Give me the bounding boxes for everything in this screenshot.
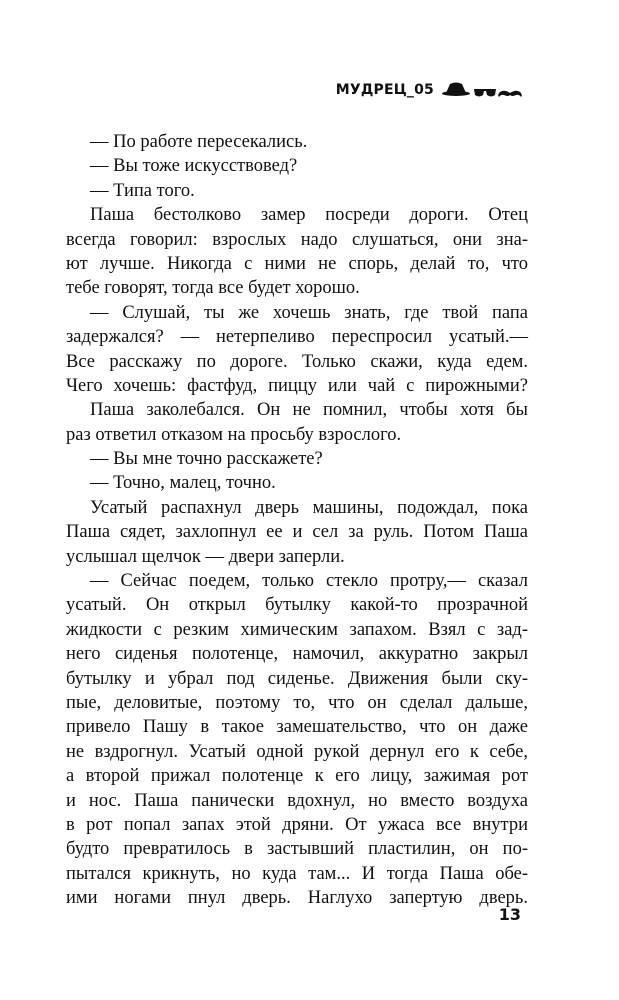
text-line: Паша сядет, захлопнул ее и сел за руль. Потом Паша xyxy=(66,522,528,543)
text-line: Усатый распахнул дверь машины, подождал, пока xyxy=(90,497,528,518)
text-line: привело Пашу в такое замешательство, что он даже xyxy=(66,717,528,738)
text-line: Все расскажу по дороге. Только скажи, куда едем. xyxy=(66,351,528,372)
body-text xyxy=(66,130,528,911)
text-line: тебе говорят, тогда все будет хорошо. xyxy=(66,278,360,299)
text-line: будто превратилось в застывший пластилин, он по- xyxy=(66,839,528,860)
text-line: пые, деловитые, поэтому то, что он сделал дальше, xyxy=(66,692,528,713)
hat-glasses-mustache-icon xyxy=(440,80,524,100)
text-line: задержался? — нетерпеливо переспросил усатый.— xyxy=(66,327,528,348)
text-line: — По работе пересекались. xyxy=(90,132,308,152)
text-line: всегда говорил: взрослых надо слушаться, они зна- xyxy=(66,229,528,250)
text-line: пытался крикнуть, но куда там... И тогда Паша обе- xyxy=(66,863,528,884)
text-line: усатый. Он открыл бутылку какой-то прозрачной xyxy=(66,595,528,616)
text-line: — Слушай, ты же хочешь знать, где твой папа xyxy=(90,302,528,323)
text-line: раз ответил отказом на просьбу взрослого. xyxy=(66,424,402,445)
text-line: ими ногами пнул дверь. Наглухо запертую дверь. xyxy=(66,888,528,909)
text-line: в рот попал запах этой дряни. От ужаса все внутри xyxy=(66,814,528,835)
page-number: 13 xyxy=(498,905,521,924)
text-line: него сиденья полотенце, намочил, аккуратно закрыл xyxy=(66,644,528,665)
text-line: услышал щелчок — двери заперли. xyxy=(66,546,345,567)
text-line: а второй прижал полотенце к его лицу, зажимая рот xyxy=(66,766,528,787)
text-line: жидкости с резким химическим запахом. Взял с зад- xyxy=(66,619,528,640)
text-line: бутылку и убрал под сиденье. Движения были ску- xyxy=(66,668,528,689)
text-line: — Вы мне точно расскажете? xyxy=(90,449,323,470)
text-line: — Точно, малец, точно. xyxy=(90,473,276,494)
running-header xyxy=(336,80,524,100)
text-line: ют лучше. Никогда с ними не спорь, делай то, что xyxy=(66,253,528,274)
text-line: — Типа того. xyxy=(90,180,195,201)
text-line: — Вы тоже искусствовед? xyxy=(90,156,298,177)
text-line: Чего хочешь: фастфуд, пиццу или чай с пирожными? xyxy=(66,375,528,396)
text-line: Паша бестолково замер посреди дороги. Отец xyxy=(90,205,528,226)
text-line: и нос. Паша панически вдохнул, но вместо воздуха xyxy=(66,790,528,811)
text-line: Паша заколебался. Он не помнил, чтобы хотя бы xyxy=(90,400,528,421)
running-title: МУДРЕЦ_05 xyxy=(335,82,434,98)
text-line: — Сейчас поедем, только стекло протру,— сказал xyxy=(90,571,528,592)
text-line: не вздрогнул. Усатый одной рукой дернул его к себе, xyxy=(66,741,528,762)
